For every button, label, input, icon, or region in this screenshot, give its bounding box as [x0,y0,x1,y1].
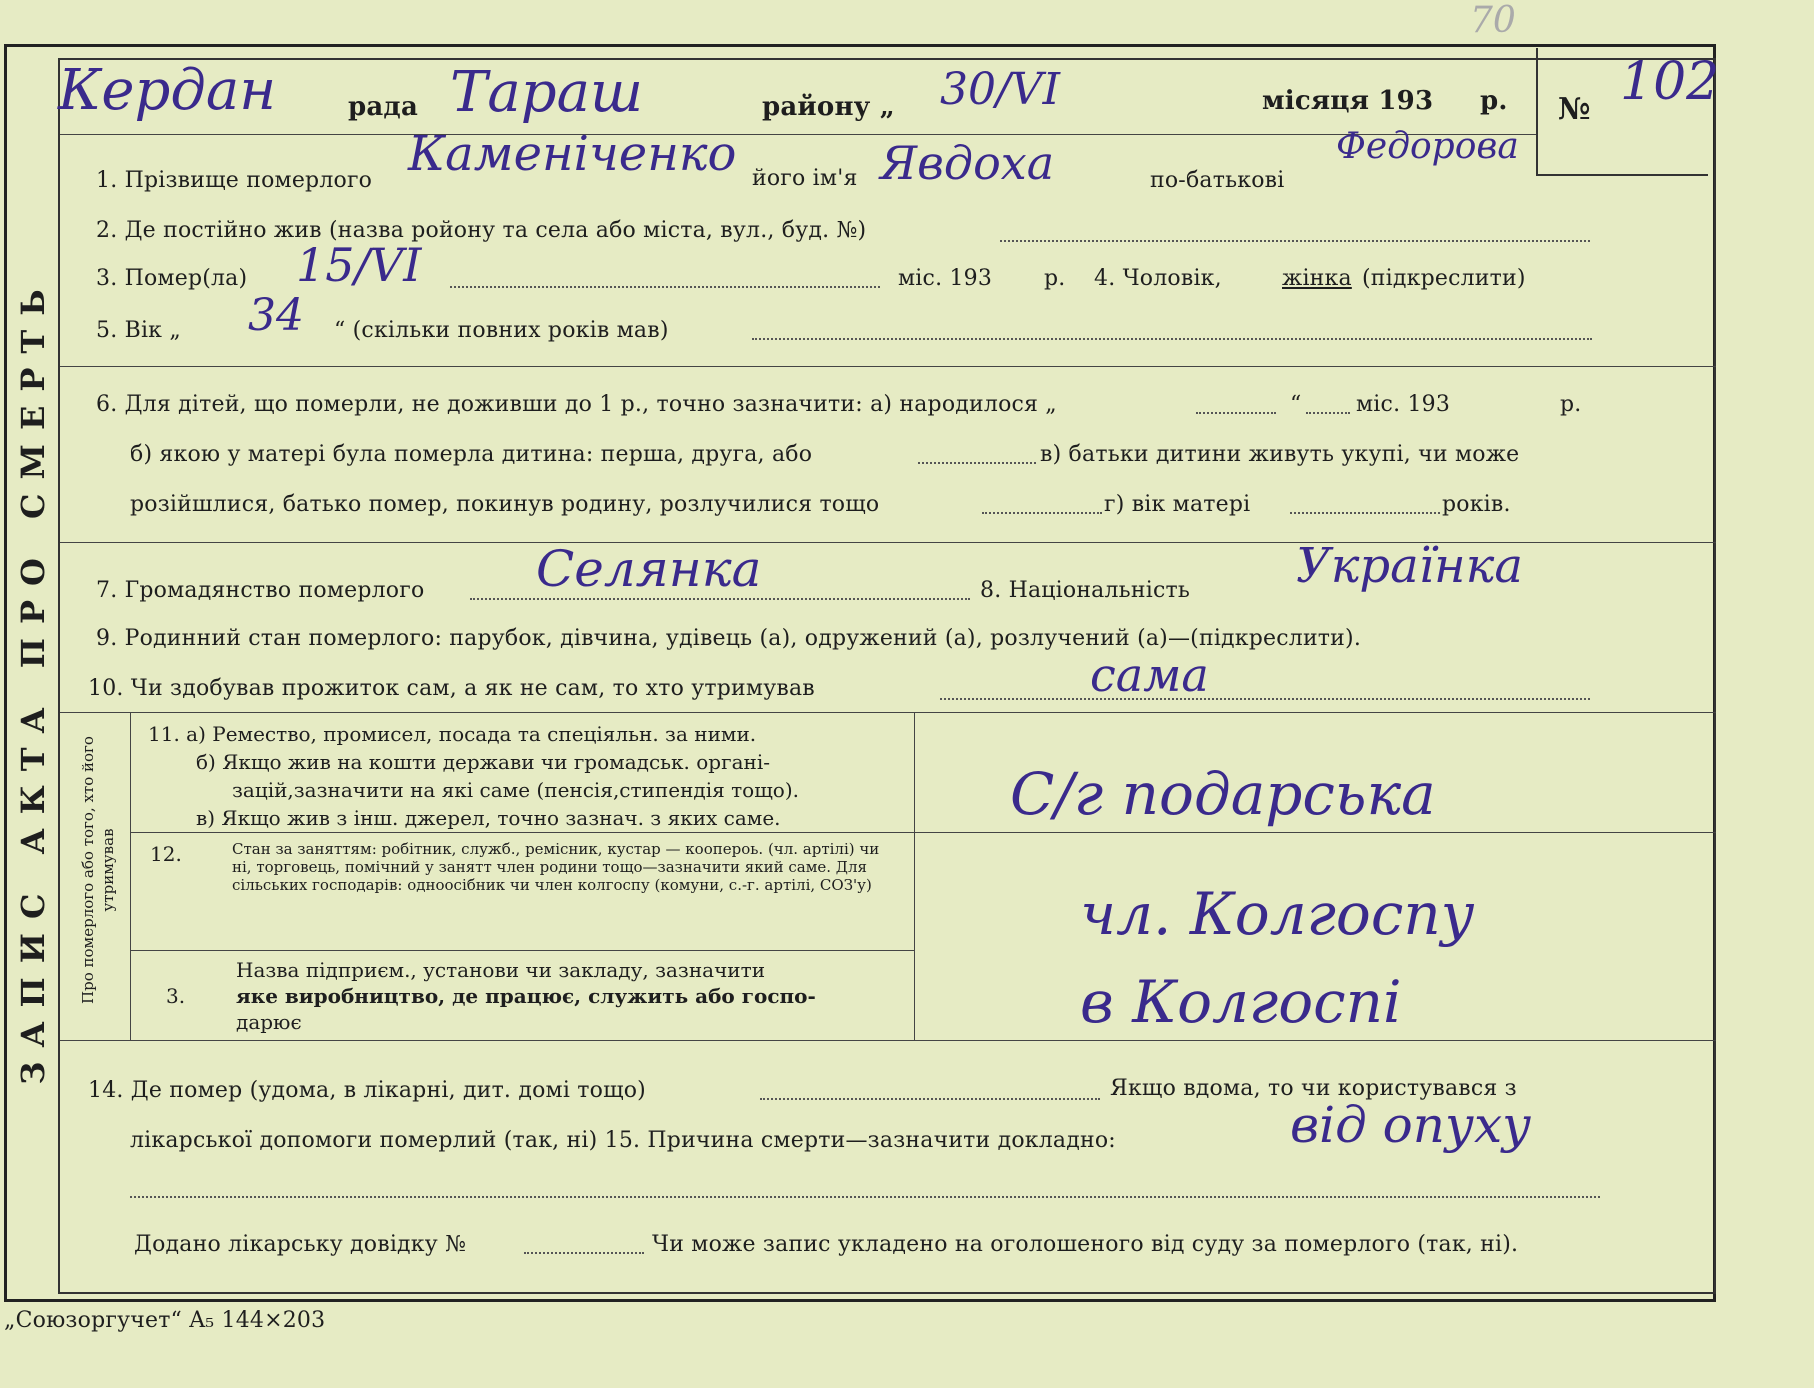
child-line-1b: “ [1290,392,1302,417]
child-line-2b: в) батьки дитини живуть укупі, чи може [1040,442,1520,467]
child-line-3b: г) вік матері [1104,492,1251,517]
occ-divider-2 [130,950,914,951]
child-dots-3 [982,512,1102,514]
sex-woman: жінка [1282,266,1352,291]
death-date-value: 15/VI [296,238,422,292]
month-label: місяця 193 [1262,86,1434,116]
occupation-hw-3: в Колгоспі [1080,968,1402,1036]
death-month-label: міс. 193 [898,266,993,291]
home-hint: Якщо вдома, то чи користувався з [1110,1076,1517,1101]
divider-5 [60,366,1716,367]
citizenship-dots [470,598,970,600]
child-dots-1 [1196,412,1276,414]
number-value: 102 [1620,52,1720,112]
age-dots [752,338,1592,340]
rayon-value: Тараш [450,60,644,125]
child-line-1d: р. [1560,392,1582,417]
rada-label: рада [348,92,419,122]
court-question: Чи може запис укладено на оголошеного від суду за померлого (так, ні). [652,1232,1519,1257]
side-title: ЗАПИС АКТА ПРО СМЕРТЬ [14,275,52,1085]
occ-11b1: б) Якщо жив на кошти держави чи громадськ. органі- [196,750,770,774]
occ-divider-1 [130,832,1716,833]
medical-cert-dots [524,1252,644,1254]
child-line-1: 6. Для дітей, що померли, не доживши до 1 р., точно зазначити: а) народилося „ [96,392,1057,417]
occ-left-border [130,712,131,1040]
child-dots-3b [1290,512,1440,514]
death-date-label: 3. Помер(ла) [96,266,248,291]
imprint: „Союзоргучет“ A₅ 144×203 [4,1308,326,1333]
occupation-hw-2: чл. Колгоспу [1080,880,1475,948]
nationality-label: 8. Національність [980,578,1191,603]
corner-mark: 70 [1470,0,1516,41]
cause-dots-2 [130,1196,1600,1198]
occupation-hw-1: С/г подарська [1010,760,1436,828]
rada-value: Кердан [58,58,277,123]
given-name-label: його ім'я [752,166,858,191]
surname-value: Каменіченко [408,126,737,182]
rayon-label: району „ [762,92,895,122]
age-label: 5. Вік „ [96,318,181,343]
occ-divider-3 [60,1040,1716,1041]
given-name-value: Явдоха [880,136,1055,190]
occ-11b2: зацій,зазначити на які саме (пенсія,стипендія тощо). [232,778,799,802]
patronymic-label: по-батькові [1150,168,1285,193]
marital-label: 9. Родинний стан померлого: парубок, дівчина, удівець (а), одружений (а), розлучений (а)—(підкреслити). [96,626,1362,651]
number-label: № [1558,92,1591,127]
child-line-3a: розійшлися, батько помер, покинув родину, розлучилися тощо [130,492,880,517]
occ-12-num: 12. [150,842,182,866]
death-place-label: 14. Де помер (удома, в лікарні, дит. домі тощо) [88,1078,646,1103]
occ-12-text: Стан за заняттям: робітник, служб., ремісник, кустар — коопероь. (чл. артілі) чи ні, торговець, помічний у занятт член родини тощо—зазначити який саме. Для сільських господарів: одноосібник чи член колгоспу (комуни, с.-г. артілі, СОЗ'у) [232,840,880,894]
age-hint: “ (скільки повних років мав) [334,318,669,343]
death-place-dots [760,1098,1100,1100]
occ-13-text3: дарює [236,1010,302,1034]
cause-value: від опуху [1290,1096,1532,1154]
occ-11a: 11. а) Ремество, промисел, посада та спеціяльн. за ними. [148,722,757,746]
death-year-suffix: р. [1044,266,1066,291]
child-dots-1b [1306,412,1350,414]
child-line-2a: б) якою у матері була померла дитина: перша, друга, або [130,442,813,467]
occ-13-text1: Назва підприєм., установи чи закладу, зазначити [236,958,766,982]
patronymic-value: Федорова [1336,126,1519,167]
child-line-1c: міс. 193 [1356,392,1451,417]
death-date-dots [450,286,880,288]
citizenship-label: 7. Громадянство померлого [96,578,425,603]
nationality-value: Українка [1296,538,1523,594]
citizenship-value: Селянка [536,540,762,598]
occ-11c: в) Якщо жив з інш. джерел, точно зазнач. з яких саме. [196,806,781,830]
header-divider [60,134,1536,135]
occ-right-border [914,712,915,1040]
year-suffix: р. [1480,86,1508,116]
sex-label: 4. Чоловік, [1094,266,1222,291]
child-line-3c: років. [1442,492,1511,517]
age-value: 34 [248,290,304,341]
residence-label: 2. Де постійно жив (назва ройону та села або міста, вул., буд. №) [96,218,867,243]
surname-label: 1. Прізвище померлого [96,168,373,193]
side-note: Про померлого або того, хто його утримував [79,736,117,1004]
livelihood-dots [940,698,1590,700]
occ-13-text2: яке виробництво, де працює, служить або госпо- [236,984,816,1008]
date-value: 30/VI [940,64,1060,115]
child-dots-2 [918,462,1036,464]
residence-dots [1000,240,1590,242]
sex-hint: (підкреслити) [1362,266,1526,291]
cause-line: лікарської допомоги померлий (так, ні) 15. Причина смерти—зазначити докладно: [130,1128,1116,1153]
medical-cert-label: Додано лікарську довідку № [134,1232,467,1257]
divider-10 [60,712,1716,713]
livelihood-label: 10. Чи здобував прожиток сам, а як не сам, то хто утримував [88,676,815,701]
livelihood-value: сама [1090,648,1209,702]
occ-13-num: 3. [166,984,186,1008]
